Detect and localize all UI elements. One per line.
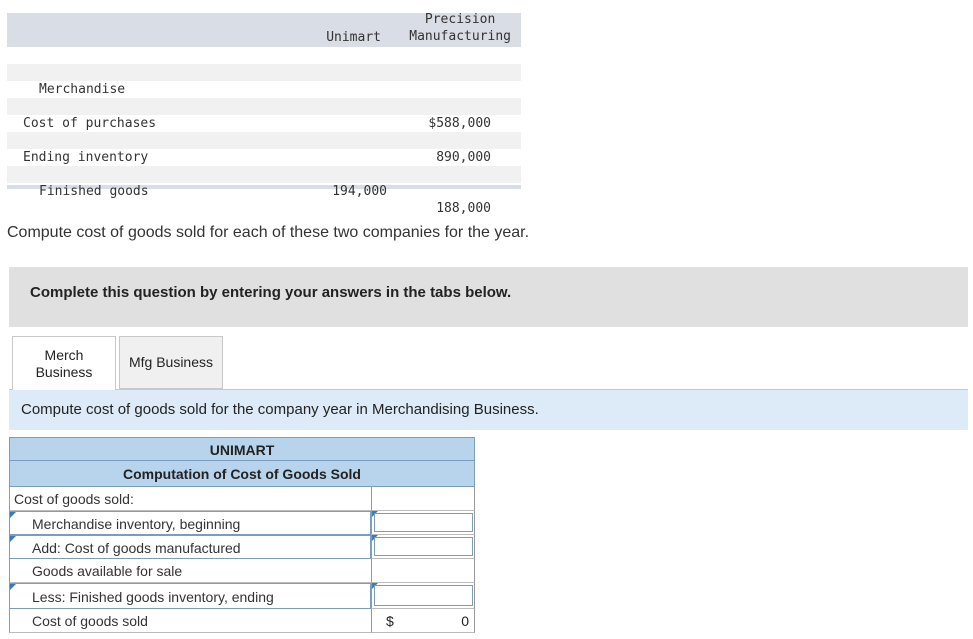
label-dropdown[interactable] (9, 511, 371, 535)
worksheet-subtitle: Computation of Cost of Goods Sold (9, 461, 475, 487)
row-value-cell (371, 559, 475, 583)
tab-instruction: Compute cost of goods sold for the company year in Merchandising Business. (9, 390, 968, 430)
label-dropdown[interactable] (9, 535, 371, 559)
given-data-table (7, 12, 521, 216)
col-header-precision (409, 11, 511, 45)
label-dropdown[interactable] (9, 583, 371, 609)
row-label: Cost of goods sold: (9, 487, 371, 511)
amount-input[interactable] (374, 513, 473, 532)
total-value-cell (371, 609, 475, 633)
tab-merch-label (36, 347, 93, 381)
row-label: Cost of goods sold (9, 609, 371, 633)
dropdown-flag-icon (10, 536, 16, 542)
instructions-banner: Complete this question by entering your answers in the tabs below. (9, 267, 968, 327)
worksheet-row (9, 583, 475, 609)
row-label: Finished goods (39, 184, 149, 199)
precision-value: $588,000 (428, 116, 491, 131)
row-label: Goods available for sale (9, 559, 371, 583)
worksheet-row (9, 535, 475, 559)
dropdown-selected-label: Add: Cost of goods manufactured (32, 540, 241, 556)
row-value-cell (371, 583, 475, 609)
cogs-worksheet (9, 437, 475, 633)
row-value-cell (371, 511, 475, 535)
worksheet-company-title: UNIMART (9, 437, 475, 461)
question-prompt: Compute cost of goods sold for each of these two companies for the year. (7, 224, 530, 241)
dropdown-selected-label: Less: Finished goods inventory, ending (32, 589, 274, 605)
tab-mfg-business[interactable] (119, 336, 223, 389)
currency-symbol: $ (386, 613, 394, 629)
row-value-cell (371, 487, 475, 511)
col-header-precision-line1: Precision (424, 12, 496, 27)
dropdown-selected-label: Merchandise inventory, beginning (32, 516, 241, 532)
amount-input[interactable] (374, 537, 473, 556)
data-row (7, 47, 521, 64)
col-header-precision-line2: Manufacturing (409, 29, 511, 44)
dropdown-flag-icon (10, 584, 16, 590)
row-label: Merchandise (39, 82, 126, 97)
data-row (7, 64, 521, 97)
data-table-header (7, 13, 521, 47)
worksheet-row (9, 511, 475, 535)
worksheet-row (9, 487, 475, 511)
precision-value: 188,000 (436, 201, 491, 216)
total-value: 0 (461, 613, 469, 629)
col-header-unimart: Unimart (326, 30, 381, 45)
dropdown-flag-icon (10, 512, 16, 518)
worksheet-row (9, 609, 475, 633)
row-label: Ending inventory (23, 150, 149, 165)
unimart-value: 194,000 (332, 184, 387, 199)
precision-value: 890,000 (436, 150, 491, 165)
row-value-cell (371, 535, 475, 559)
tab-merch-line2: Business (35, 363, 93, 380)
tab-merch-business[interactable] (12, 336, 116, 390)
row-label: Cost of purchases (23, 116, 157, 131)
tab-mfg-label: Mfg Business (128, 354, 214, 370)
worksheet-row (9, 559, 475, 583)
amount-input[interactable] (374, 585, 473, 606)
tab-merch-line1: Merch (44, 346, 84, 363)
